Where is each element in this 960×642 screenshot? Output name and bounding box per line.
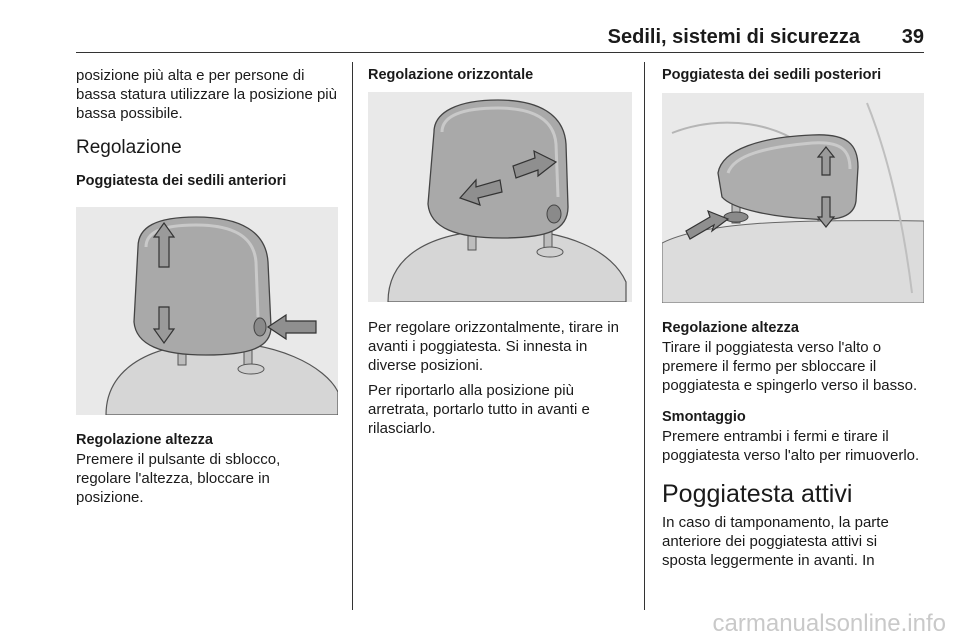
rear-headrest-figure bbox=[662, 93, 924, 303]
page-number: 39 bbox=[901, 26, 924, 48]
horizontal-headrest-figure bbox=[368, 92, 632, 302]
active-headrest-title: Poggiatesta attivi bbox=[662, 480, 853, 508]
rear-headrest-title: Poggiatesta dei sedili posteriori bbox=[662, 67, 882, 83]
horizontal-paragraph-2: Per riportarlo alla posizione più arretrata, portarlo tutto in avanti e rilasciarlo. bbox=[368, 382, 590, 437]
column-divider-2 bbox=[644, 62, 645, 610]
column-1 bbox=[76, 66, 338, 507]
rear-height-text: Tirare il poggiatesta verso l'alto o premere il fermo per sbloccare il poggiatesta e spingerlo verso il basso. bbox=[662, 339, 918, 394]
height-caption-title: Regolazione altezza bbox=[76, 432, 213, 448]
active-headrest-text: In caso di tamponamento, la parte anteriore dei poggiatesta attivi si sposta leggermente in avanti. In bbox=[662, 514, 889, 569]
height-caption-text: Premere il pulsante di sblocco, regolare l'altezza, bloccare in posizione. bbox=[76, 451, 281, 506]
section-title: Regolazione bbox=[76, 137, 182, 158]
page-header bbox=[76, 26, 924, 53]
horizontal-title: Regolazione orizzontale bbox=[368, 67, 534, 83]
horizontal-paragraph-1: Per regolare orizzontalmente, tirare in avanti i poggiatesta. Si innesta in diverse posizioni. bbox=[368, 319, 619, 374]
subsection-title: Poggiatesta dei sedili anteriori bbox=[76, 173, 287, 189]
front-headrest-figure bbox=[76, 207, 338, 415]
column-3 bbox=[662, 66, 924, 570]
watermark: carmanualsonline.info bbox=[712, 610, 946, 637]
removal-text: Premere entrambi i fermi e tirare il poggiatesta verso l'alto per rimuoverlo. bbox=[662, 428, 920, 464]
rear-height-title: Regolazione altezza bbox=[662, 320, 799, 336]
column-divider-1 bbox=[352, 62, 353, 610]
intro-paragraph: posizione più alta e per persone di bassa statura utilizzare la posizione più bassa possibile. bbox=[76, 67, 337, 122]
removal-title: Smontaggio bbox=[662, 409, 746, 425]
header-title: Sedili, sistemi di sicurezza bbox=[607, 26, 860, 48]
column-2 bbox=[368, 66, 632, 438]
